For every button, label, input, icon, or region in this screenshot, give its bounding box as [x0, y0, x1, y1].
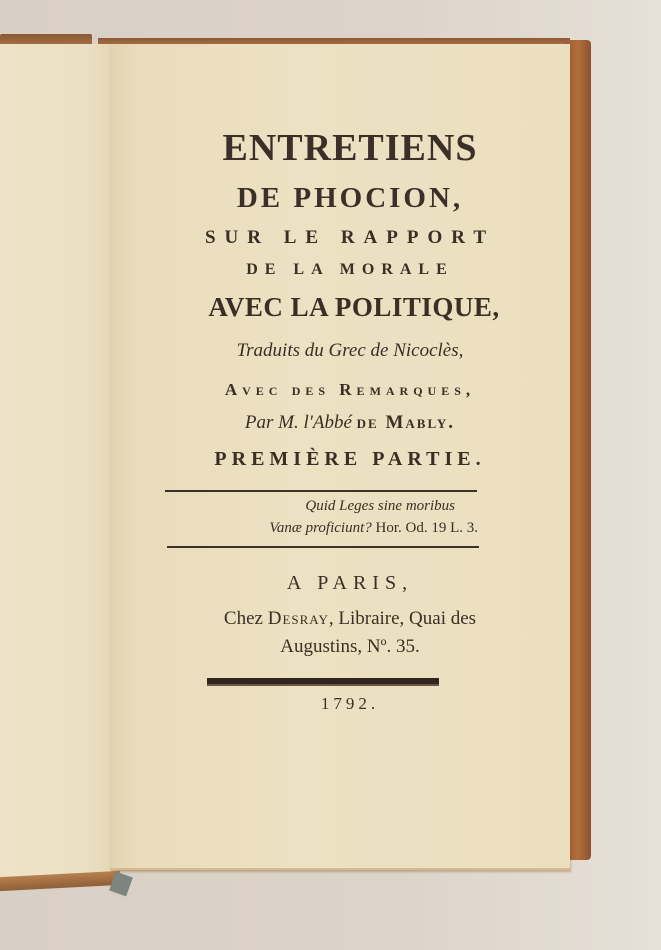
publication-year: 1792.: [320, 694, 380, 713]
epigraph-line-1: Quid Leges sine moribus: [305, 498, 455, 514]
imprint-publisher: [150, 608, 550, 630]
title-subject: DE PHOCION,: [236, 182, 464, 214]
part-label: PREMIÈRE PARTIE.: [214, 448, 486, 470]
flyleaf-page: [0, 44, 120, 880]
publisher-name: Desray: [267, 608, 329, 629]
publisher-prefix: Chez: [223, 608, 268, 629]
imprint-rule: [207, 678, 439, 686]
epigraph-rule-top: [165, 490, 477, 492]
remarks-note: Avec des Remarques,: [224, 380, 476, 399]
author-name: de Mably.: [356, 412, 456, 433]
imprint-city: A PARIS,: [286, 572, 414, 594]
title-page: [110, 44, 570, 870]
title-line-rapport: SUR LE RAPPORT: [204, 227, 495, 248]
imprint-address: Augustins, Nº. 35.: [280, 636, 420, 657]
author-prefix: Par M. l'Abbé: [244, 412, 357, 433]
publisher-suffix: , Libraire, Quai des: [328, 608, 477, 629]
title-line-politique: AVEC LA POLITIQUE,: [208, 292, 500, 322]
epigraph-line-2: [186, 520, 478, 537]
title-main: ENTRETIENS: [222, 127, 478, 169]
title-line-morale: DE LA MORALE: [246, 261, 454, 278]
epigraph-rule-bottom: [167, 546, 479, 548]
author-line: [150, 412, 550, 434]
epigraph-citation: Hor. Od. 19 L. 3.: [375, 520, 478, 536]
translation-note: Traduits du Grec de Nicoclès,: [236, 340, 464, 361]
epigraph-quote: Vanæ proficiunt?: [269, 520, 376, 536]
